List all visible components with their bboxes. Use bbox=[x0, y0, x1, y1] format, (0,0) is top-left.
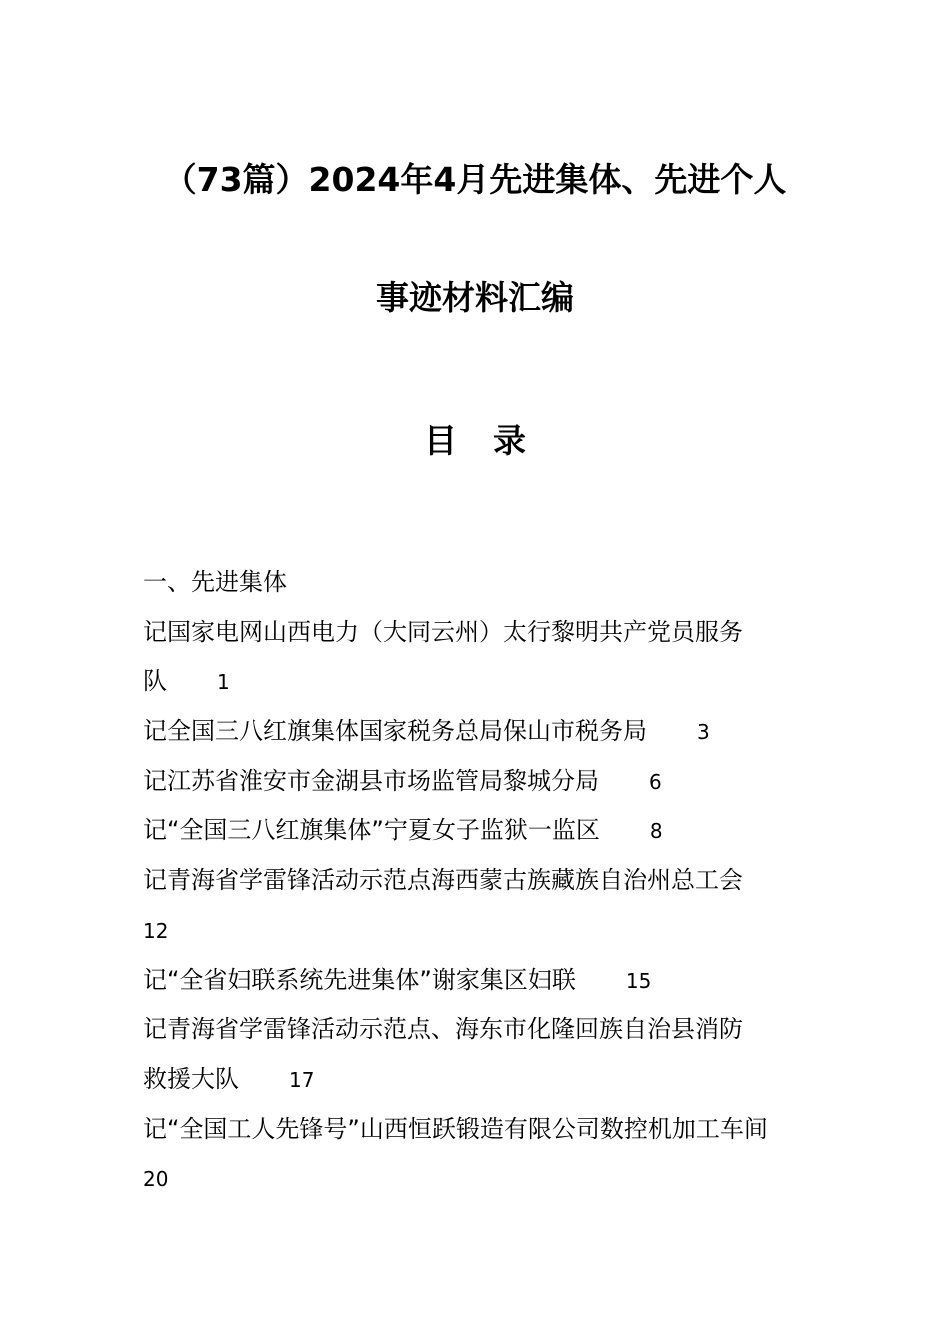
toc-entry-4[interactable] bbox=[143, 806, 813, 856]
toc-entry-7-text[interactable]: 记青海省学雷锋活动示范点、海东市化隆回族自治县消防 bbox=[143, 1015, 743, 1044]
toc-entry-6-text: 记“全省妇联系统先进集体”谢家集区妇联 bbox=[143, 965, 576, 994]
toc-entry-7-continuation[interactable] bbox=[143, 1055, 813, 1105]
toc-entry-3[interactable] bbox=[143, 757, 813, 807]
toc-entry-4-page: 8 bbox=[649, 819, 663, 844]
toc-entry-6-page: 15 bbox=[625, 968, 652, 993]
toc-entry-7-text-cont: 救援大队 bbox=[143, 1064, 239, 1093]
toc-section-heading: 一、先进集体 bbox=[143, 568, 287, 596]
toc-entry-2-page: 3 bbox=[697, 720, 710, 745]
toc-entry-7-page: 17 bbox=[289, 1067, 315, 1092]
toc-entry-3-text: 记江苏省淮安市金湖县市场监管局黎城分局 bbox=[143, 766, 599, 795]
toc-entry-2-text: 记全国三八红旗集体国家税务总局保山市税务局 bbox=[143, 717, 647, 746]
toc-entry-1-text-cont: 队 bbox=[143, 667, 167, 696]
toc-entry-8-continuation[interactable] bbox=[143, 1154, 813, 1204]
toc-heading: 目录 bbox=[424, 421, 562, 460]
toc-entry-1-page: 1 bbox=[217, 670, 230, 695]
document-title-line-1: （73篇）2024年4月先进集体、先进个人 bbox=[163, 160, 787, 199]
toc-entry-5-continuation[interactable] bbox=[143, 906, 813, 956]
toc-entry-8-text[interactable]: 记“全国工人先锋号”山西恒跃锻造有限公司数控机加工车间 bbox=[143, 1114, 768, 1143]
toc-entry-8-page: 20 bbox=[143, 1167, 169, 1192]
toc-entry-1-text[interactable]: 记国家电网山西电力（大同云州）太行黎明共产党员服务 bbox=[143, 617, 743, 646]
toc-entry-1-continuation[interactable] bbox=[143, 657, 813, 707]
document-title-line-2: 事迹材料汇编 bbox=[376, 278, 574, 317]
toc-entry-2[interactable] bbox=[143, 707, 813, 757]
toc-entry-5-page: 12 bbox=[143, 918, 169, 943]
toc-entry-4-text: 记“全国三八红旗集体”宁夏女子监狱一监区 bbox=[143, 816, 600, 845]
toc-entry-6[interactable] bbox=[143, 956, 813, 1006]
table-of-contents bbox=[143, 558, 813, 1204]
toc-entry-3-page: 6 bbox=[649, 769, 662, 794]
toc-entry-5-text[interactable]: 记青海省学雷锋活动示范点海西蒙古族藏族自治州总工会 bbox=[143, 866, 743, 895]
